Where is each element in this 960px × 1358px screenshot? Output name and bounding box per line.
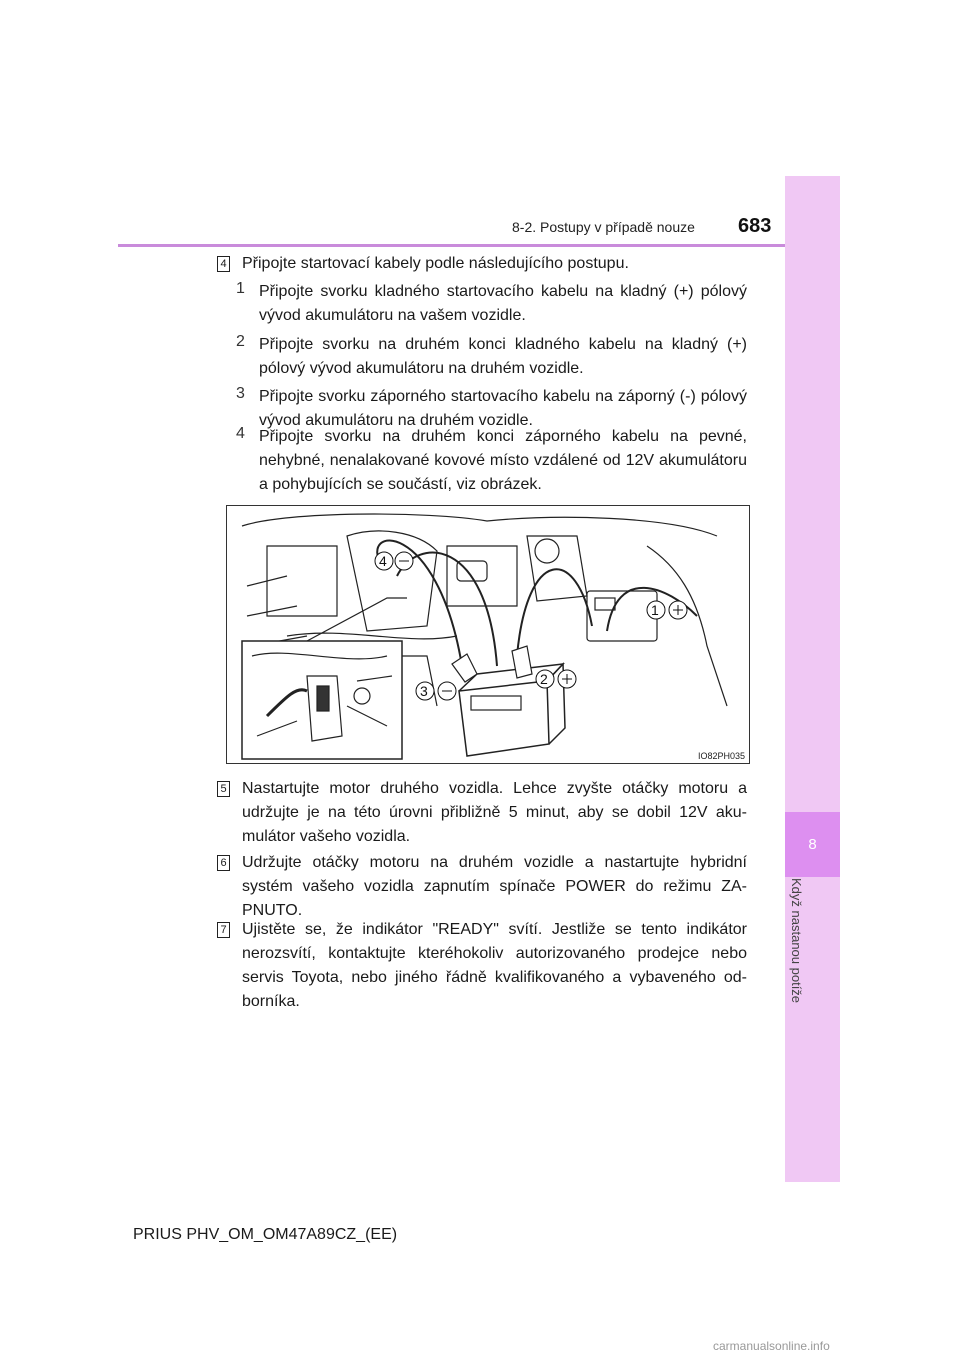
chapter-number-badge: [785, 812, 840, 877]
step-4-text: Připojte startovací kabely podle následujícího postupu.: [242, 255, 629, 272]
figure-label-2: 2: [540, 671, 548, 687]
step-7-text: Ujistěte se, že indikátor "READY" svítí. Jestliže se tento indikátor nerozsvítí, kontaktujte kteréhokoliv autorizovaného prodejce nebo servis Toyota, nebo jiného řádně kvalifikovaného a vybaveného odborníka.: [242, 921, 747, 1010]
substep-number-4: 4: [236, 425, 245, 442]
substep-number-3: 3: [236, 385, 245, 402]
figure-label-3: 3: [420, 683, 428, 699]
substep-number-2: 2: [236, 333, 245, 350]
substep-4-text: Připojte svorku na druhém konci záporného kabelu na pevné, nehybné, nenalakované kovové místo vzdálené od 12V akumulátoru a pohybujících se součástí, viz obrázek.: [259, 428, 747, 493]
step-5-text: Nastartujte motor druhého vozidla. Lehce zvyšte otáčky motoru a udržujte je na této úrovni přibližně 5 minut, aby se dobil 12V akumulátor vašeho vozidla.: [242, 780, 747, 845]
substep-2-text: Připojte svorku na druhém konci kladného kabelu na kladný (+) pólový vývod akumulátoru na druhém vozidle.: [259, 336, 747, 377]
figure-label-4: 4: [379, 553, 387, 569]
section-title: 8-2. Postupy v případě nouze: [512, 219, 695, 235]
step-number-5: 5: [217, 781, 230, 797]
document-id: PRIUS PHV_OM_OM47A89CZ_(EE): [133, 1226, 398, 1243]
engine-bay-illustration: [227, 506, 750, 764]
step-6-text: Udržujte otáčky motoru na druhém vozidle a nastartujte hybridní systém vašeho vozidla zapnutím spínače POWER do režimu ZAPNUTO.: [242, 854, 747, 919]
substep-number-1: 1: [236, 280, 245, 297]
figure-label-1: 1: [651, 602, 659, 618]
header-divider: [118, 244, 785, 247]
jump-start-figure: [226, 505, 750, 764]
substep-3-text: Připojte svorku záporného startovacího kabelu na záporný (-) pólový vývod akumulátoru na druhém vozidle.: [259, 388, 747, 429]
figure-code: IO82PH035: [697, 751, 745, 761]
step-number-6: 6: [217, 855, 230, 871]
chapter-title: Když nastanou potíže: [789, 878, 804, 1004]
step-number-7: 7: [217, 922, 230, 938]
step-number-4: 4: [217, 256, 230, 272]
substep-1-text: Připojte svorku kladného startovacího kabelu na kladný (+) pólový vývod akumulátoru na vašem vozidle.: [259, 283, 747, 324]
chapter-side-tab: [785, 176, 840, 1182]
chapter-number: 8: [808, 836, 817, 853]
watermark: carmanualsonline.info: [713, 1339, 830, 1353]
page-number: 683: [738, 215, 772, 237]
